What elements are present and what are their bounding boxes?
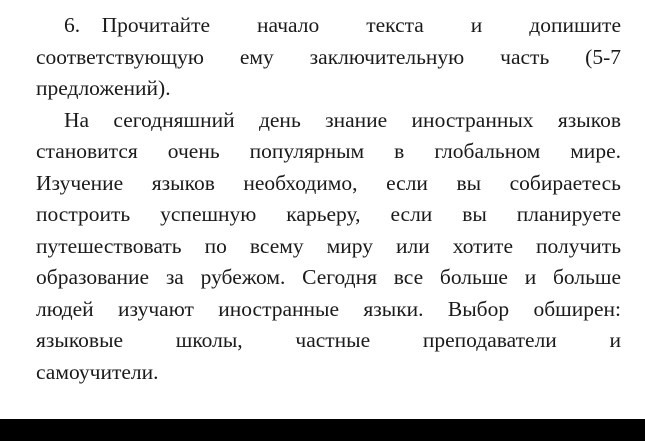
paragraph-line-1: На сегодняшний день знание иностранных языков xyxy=(64,107,621,132)
task-line-2: соответствующую ему заключительную часть (5-7 xyxy=(36,44,621,69)
paragraph-line-5: путешествовать по всему миру или хотите получить xyxy=(36,233,621,258)
task-line-1: 6. Прочитайте начало текста и допишите xyxy=(64,13,621,37)
paragraph-line-2: становится очень популярным в глобальном мире. xyxy=(36,139,621,163)
paragraph-line-3: Изучение языков необходимо, если вы собираетесь xyxy=(36,170,621,195)
paragraph-line-6: образование за рубежом. Сегодня все больше и больше xyxy=(36,265,621,289)
task-line-3: предложений). xyxy=(36,76,171,100)
paragraph-line-7: людей изучают иностранные языки. Выбор обширен: xyxy=(36,296,621,321)
bottom-black-bar xyxy=(0,419,645,441)
paragraph-line-8: языковые школы, частные преподаватели и xyxy=(36,328,621,352)
paragraph-line-9: самоучители. xyxy=(36,359,159,384)
document-page xyxy=(36,10,621,388)
paragraph-line-4: построить успешную карьеру, если вы планируете xyxy=(36,202,621,226)
